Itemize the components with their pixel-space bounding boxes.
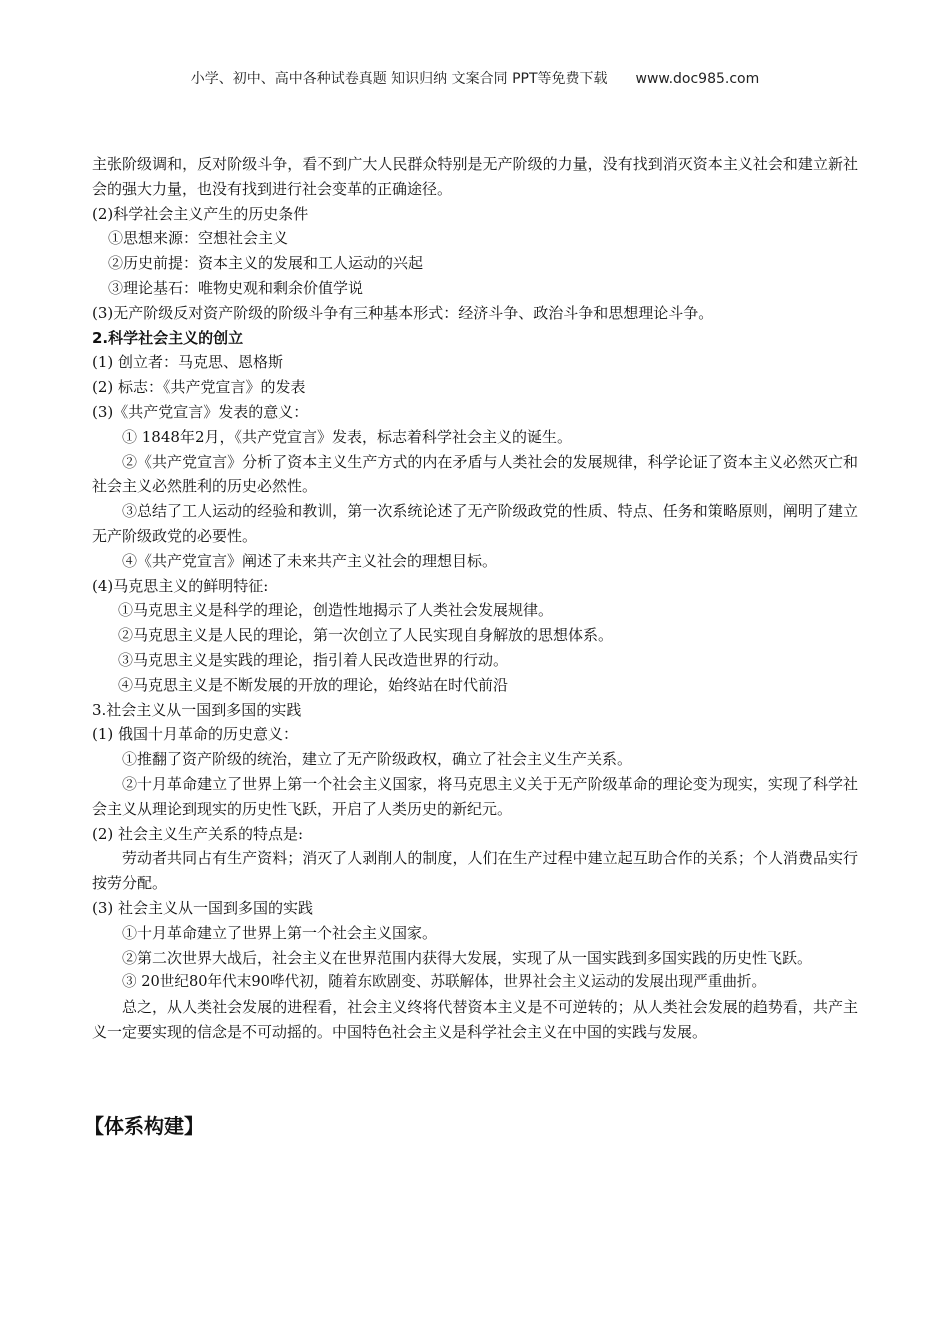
s3-1-item: ①推翻了资产阶级的统治，建立了无产阶级政权，确立了社会主义生产关系。 — [122, 750, 633, 769]
s3-1-title: (1) 俄国十月革命的历史意义： — [92, 725, 299, 744]
s2-4-item: ①马克思主义是科学的理论，创造性地揭示了人类社会发展规律。 — [118, 601, 554, 620]
s2-3-title: (3)《共产党宣言》发表的意义： — [92, 402, 309, 421]
s3-3-title: (3) 社会主义从一国到多国的实践 — [92, 898, 314, 917]
s2-3-item: ③总结了工人运动的经验和教训，第一次系统论述了无产阶级政党的性质、特点、任务和策略原则，阐明了建立无产阶级政党的必要性。 — [92, 502, 858, 545]
s1-3-text: (3)无产阶级反对资产阶级的阶级斗争有三种基本形式：经济斗争、政治斗争和思想理论斗争。 — [92, 303, 714, 322]
s2-4-item: ③马克思主义是实践的理论，指引着人民改造世界的行动。 — [118, 650, 509, 669]
s1-2-item: ③理论基石：唯物史观和剩余价值学说 — [108, 278, 364, 297]
document-body — [92, 152, 858, 1045]
s3-2-text: 劳动者共同占有生产资料；消灭了人剥削人的制度，人们在生产过程中建立起互助合作的关系；个人消费品实行按劳分配。 — [92, 849, 858, 893]
s1-2-title: (2)科学社会主义产生的历史条件 — [92, 204, 309, 223]
s2-4-item: ②马克思主义是人民的理论，第一次创立了人民实现自身解放的思想体系。 — [118, 626, 614, 645]
s2-1-text: (1) 创立者：马克思、恩格斯 — [92, 353, 284, 372]
s2-4-item: ④马克思主义是不断发展的开放的理论，始终站在时代前沿 — [118, 675, 509, 694]
page-header — [0, 68, 950, 88]
s2-4-title: (4)马克思主义的鲜明特征: — [92, 576, 269, 595]
s3-1-item: ②十月革命建立了世界上第一个社会主义国家，将马克思主义关于无产阶级革命的理论变为现实，实现了科学社会主义从理论到现实的历史性飞跃，开启了人类历史的新纪元。 — [92, 774, 858, 818]
s2-3-item: ②《共产党宣言》分析了资本主义生产方式的内在矛盾与人类社会的发展规律，科学论证了资本主义必然灭亡和社会主义必然胜利的历史必然性。 — [92, 452, 858, 496]
s2-2-text: (2) 标志：《共产党宣言》的发表 — [92, 378, 306, 397]
s3-3-item: ①十月革命建立了世界上第一个社会主义国家。 — [122, 923, 438, 942]
conclusion-paragraph: 总之，从人类社会发展的进程看，社会主义终将代替资本主义是不可逆转的；从人类社会发展的趋势看，共产主义一定要实现的信念是不可动摇的。中国特色社会主义是科学社会主义在中国的实践与发展。 — [92, 998, 858, 1041]
s3-heading: 3.社会主义从一国到多国的实践 — [92, 700, 302, 719]
s1-2-item: ①思想来源：空想社会主义 — [108, 229, 289, 248]
s2-heading: 2.科学社会主义的创立 — [92, 328, 244, 347]
intro-paragraph: 主张阶级调和，反对阶级斗争，看不到广大人民群众特别是无产阶级的力量，没有找到消灭资本主义社会和建立新社会的强大力量，也没有找到进行社会变革的正确途径。 — [92, 155, 858, 198]
s1-2-item: ②历史前提：资本主义的发展和工人运动的兴起 — [108, 254, 424, 273]
s3-3-item: ②第二次世界大战后，社会主义在世界范围内获得大发展，实现了从一国实践到多国实践的历史性飞跃。 — [122, 948, 813, 967]
section-heading: 【体系构建】 — [84, 1114, 204, 1138]
s3-3-item: ③ 20世纪80年代末90哗代初，随着东欧剧变、苏联解体，世界社会主义运动的发展出现严重曲折。 — [122, 973, 767, 991]
s2-3-item: ④《共产党宣言》阐述了未来共产主义社会的理想目标。 — [122, 551, 498, 570]
header-site-text: 小学、初中、高中各种试卷真题 知识归纳 文案合同 PPT等免费下载 — [190, 71, 608, 87]
s2-3-item: ① 1848年2月，《共产党宣言》发表，标志着科学社会主义的诞生。 — [122, 427, 572, 446]
header-url[interactable]: www.doc985.com — [635, 71, 760, 87]
s3-2-title: (2) 社会主义生产关系的特点是: — [92, 824, 304, 843]
